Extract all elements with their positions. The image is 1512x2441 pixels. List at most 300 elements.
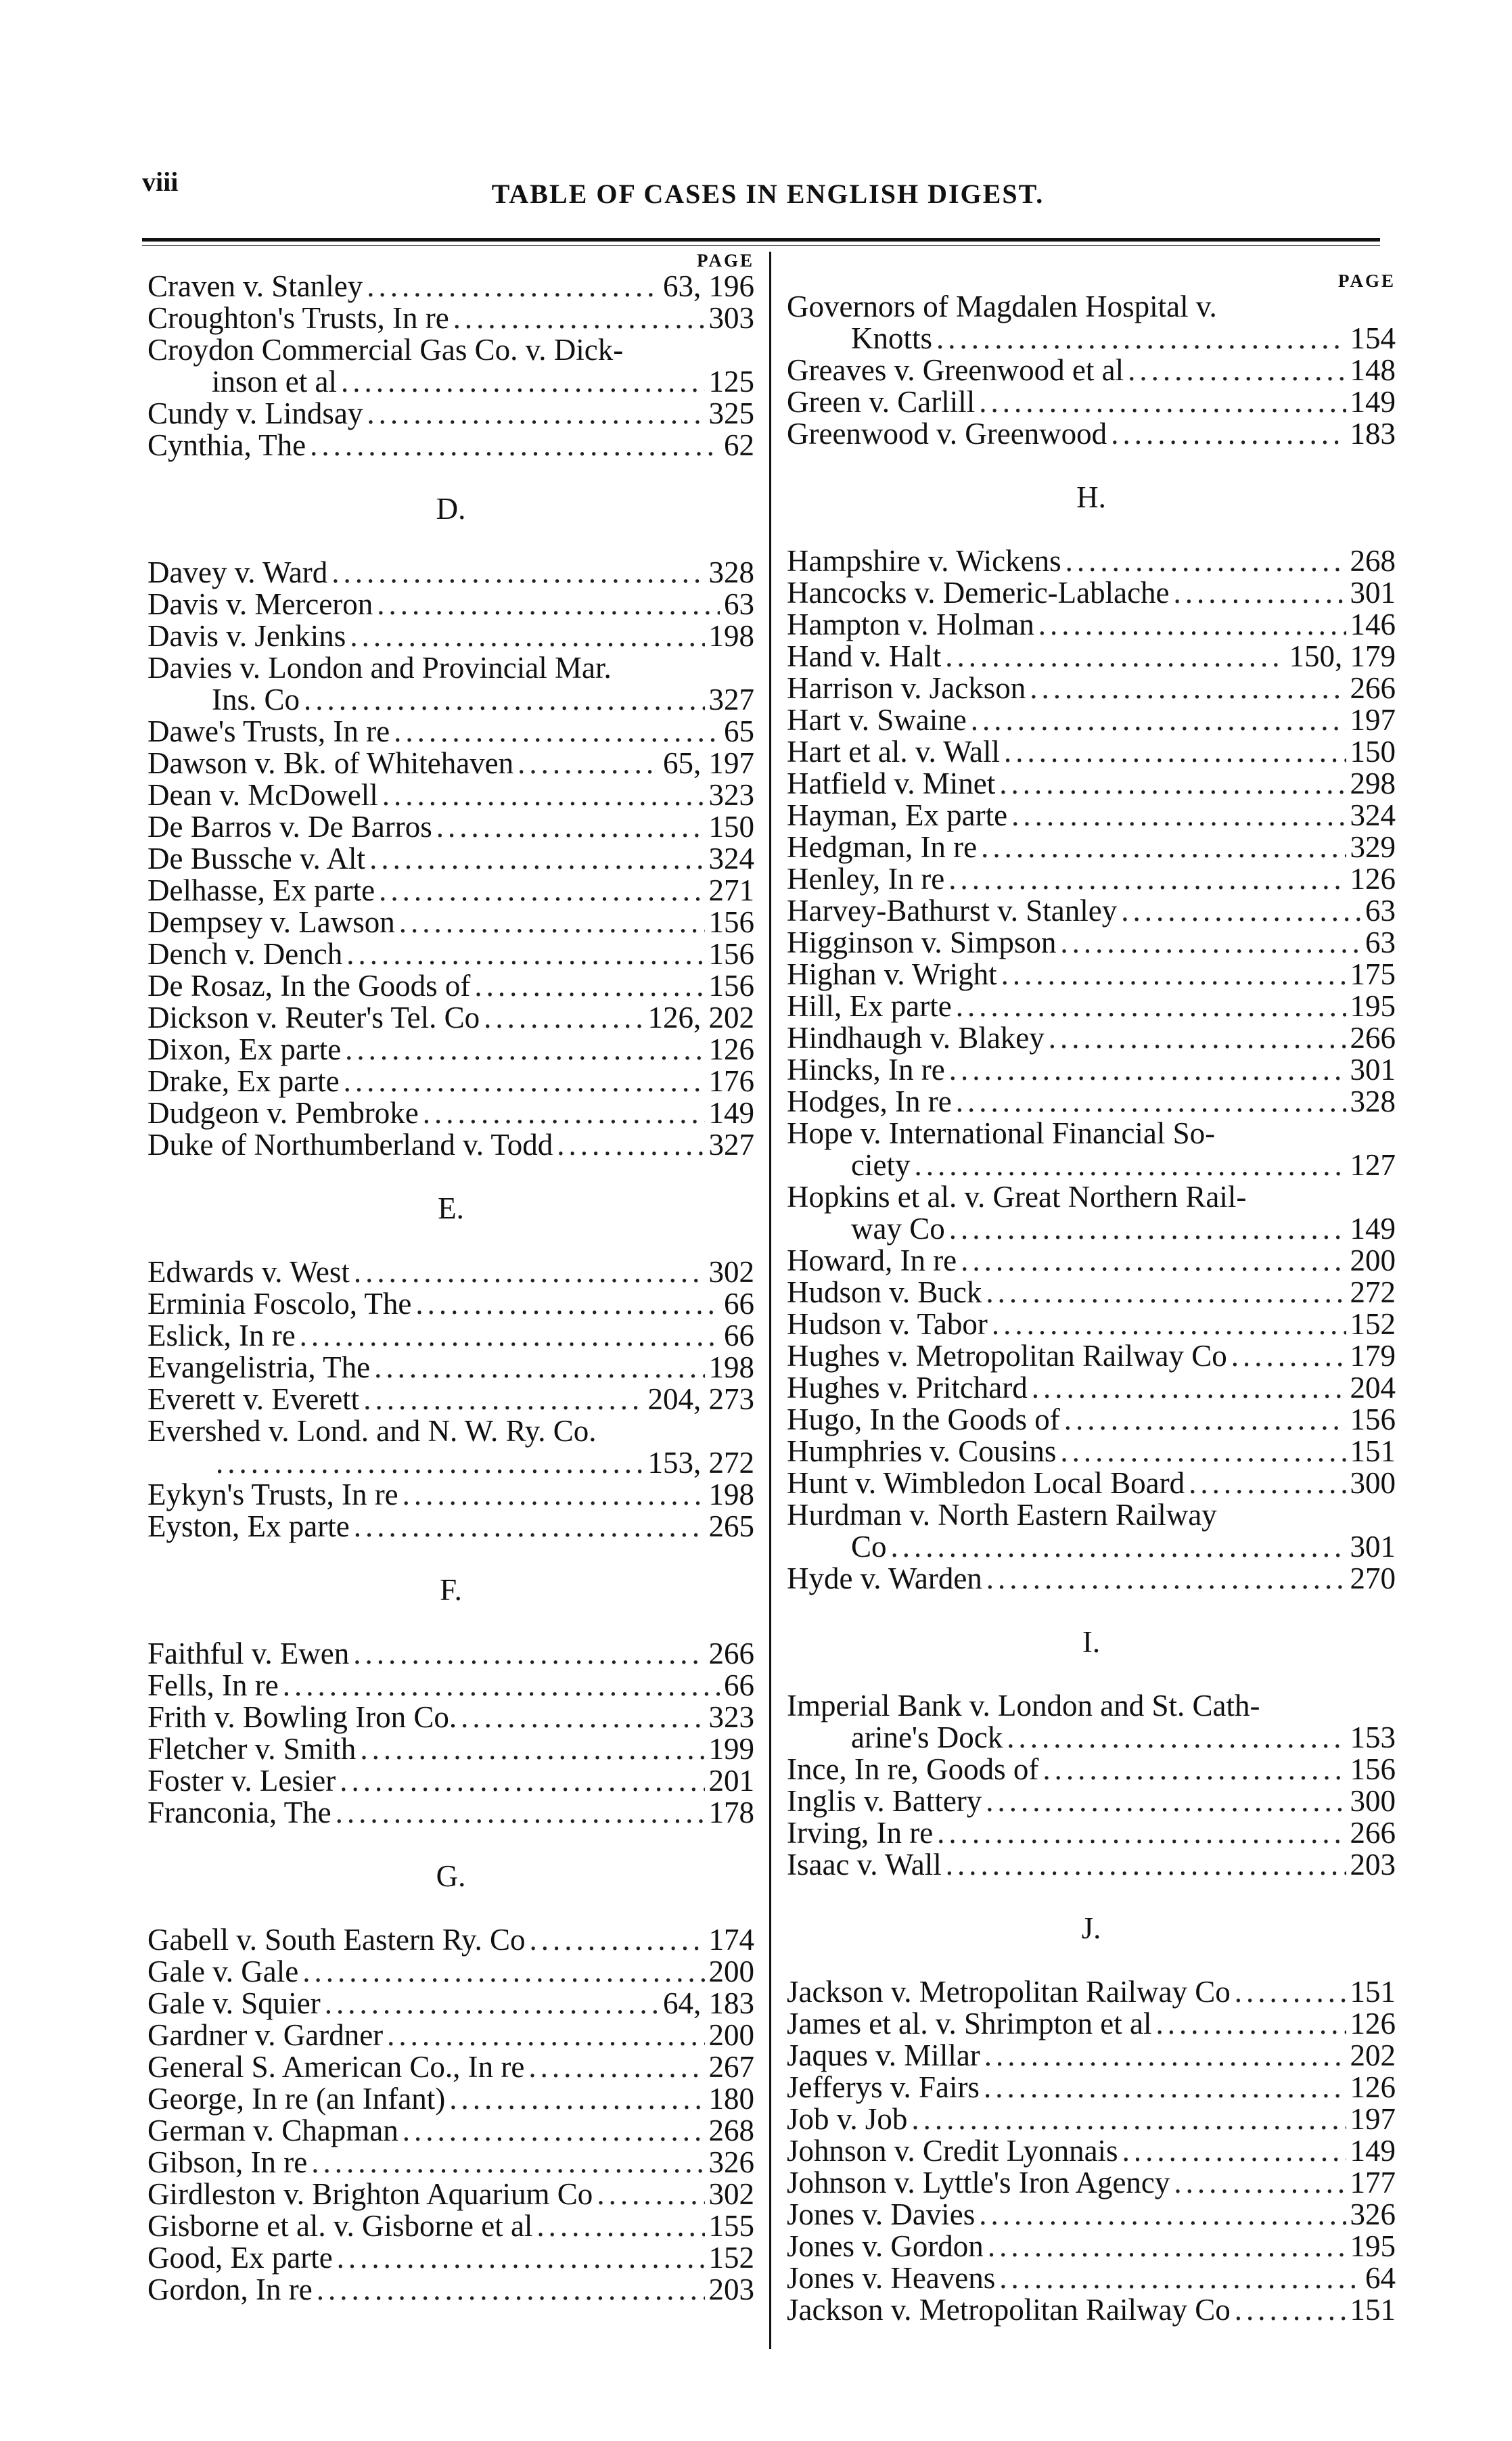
case-entry [147, 1956, 754, 1988]
case-page: 150, 179 [1289, 639, 1396, 673]
leader-dots [937, 1817, 1346, 1849]
case-name: Ince, In re, Goods of [787, 1752, 1039, 1786]
case-page: 156 [708, 937, 754, 971]
case-entry [787, 1976, 1396, 2008]
leader-dots [453, 302, 705, 334]
case-name: Imperial Bank v. London and St. Cath- [787, 1689, 1260, 1723]
case-entry [787, 577, 1396, 609]
case-entry [787, 1149, 1396, 1181]
leader-dots [353, 1638, 704, 1670]
case-entry [147, 271, 754, 302]
case-page: 271 [708, 873, 754, 907]
leader-dots [331, 557, 704, 589]
case-name: Gardner v. Gardner [147, 2018, 384, 2052]
case-name: Davies v. London and Provincial Mar. [147, 651, 612, 685]
leader-dots [363, 1384, 643, 1415]
case-page: 203 [708, 2273, 754, 2306]
case-entry [147, 1320, 754, 1352]
leader-dots [449, 2083, 704, 2115]
case-entry [787, 2294, 1396, 2326]
leader-dots [530, 1924, 705, 1956]
leader-dots [949, 1213, 1346, 1245]
case-name: Girdleston v. Brighton Aquarium Co [147, 2177, 593, 2211]
case-page: 327 [708, 1128, 754, 1162]
case-page: 325 [708, 396, 754, 430]
leader-dots [304, 684, 704, 716]
leader-dots [1235, 2294, 1346, 2326]
case-name: Governors of Magdalen Hospital v. [787, 290, 1217, 323]
case-page: 151 [1350, 2293, 1396, 2327]
case-name: Hand v. Halt [787, 639, 942, 673]
case-name: De Rosaz, In the Goods of [147, 969, 471, 1003]
leader-dots [536, 2210, 704, 2242]
leader-dots [377, 589, 720, 620]
leader-dots [1174, 2167, 1346, 2199]
leader-dots [403, 2115, 705, 2147]
case-entry [147, 430, 754, 461]
case-entry [147, 2020, 754, 2051]
case-page: 64, 183 [663, 1986, 754, 2020]
leader-dots [341, 366, 705, 398]
leader-dots [354, 1256, 705, 1288]
case-name: Craven v. Stanley [147, 269, 363, 303]
case-name: Franconia, The [147, 1796, 331, 1829]
case-name: Duke of Northumberland v. Todd [147, 1128, 553, 1162]
leader-dots [317, 2274, 705, 2306]
case-page: 64 [1365, 2261, 1396, 2295]
case-entry [787, 990, 1396, 1022]
case-name: Dempsey v. Lawson [147, 905, 395, 939]
case-entry [147, 1638, 754, 1670]
case-name: Hudson v. Buck [787, 1275, 982, 1309]
case-page: 198 [708, 619, 754, 653]
case-entry [147, 1511, 754, 1543]
case-entry [787, 1213, 1396, 1245]
case-entry [147, 302, 754, 334]
case-page: 127 [1350, 1148, 1396, 1182]
leader-dots [311, 2147, 704, 2178]
case-page: 66 [724, 1319, 754, 1352]
leader-dots [1111, 418, 1346, 450]
case-page: 126 [708, 1032, 754, 1066]
leader-dots [999, 2262, 1361, 2294]
case-entry [787, 2231, 1396, 2262]
case-page: 198 [708, 1350, 754, 1384]
case-page: 63 [724, 587, 754, 621]
leader-dots [1128, 355, 1346, 386]
leader-dots [1122, 2135, 1346, 2167]
case-entry [787, 2040, 1396, 2072]
leader-dots [914, 1149, 1346, 1181]
case-entry [147, 2210, 754, 2242]
case-group [787, 291, 1396, 450]
case-page: 125 [708, 365, 754, 398]
case-entry [147, 716, 754, 748]
case-name: Gordon, In re [147, 2273, 313, 2306]
case-page: 66 [724, 1287, 754, 1321]
case-group [787, 1690, 1396, 1881]
case-name: Jones v. Heavens [787, 2261, 996, 2295]
case-page: 179 [1350, 1339, 1396, 1373]
case-entry [787, 704, 1396, 736]
case-entry [147, 970, 754, 1002]
leader-dots [461, 1702, 704, 1733]
case-page: 204, 273 [647, 1382, 754, 1416]
case-entry [147, 1288, 754, 1320]
leader-dots [986, 1563, 1346, 1595]
case-entry [147, 366, 754, 398]
leader-dots [597, 2178, 704, 2210]
leader-dots [403, 1479, 705, 1511]
leader-dots [1155, 2008, 1346, 2040]
case-page: 197 [1350, 2102, 1396, 2136]
case-name: Jaques v. Millar [787, 2038, 980, 2072]
case-page: 65, 197 [663, 746, 754, 780]
case-name: Hindhaugh v. Blakey [787, 1021, 1045, 1055]
case-entry [787, 863, 1396, 895]
case-name: Hunt v. Wimbledon Local Board [787, 1466, 1185, 1500]
case-name: Hincks, In re [787, 1053, 945, 1087]
section-heading-j: J. [1081, 1911, 1101, 1945]
case-name: Dawson v. Bk. of Whitehaven [147, 746, 514, 780]
case-entry [787, 1181, 1396, 1213]
case-name: Harvey-Bathurst v. Stanley [787, 894, 1118, 928]
leader-dots [340, 1765, 704, 1797]
case-page: 266 [1350, 671, 1396, 705]
header-rule [142, 238, 1380, 242]
case-name: De Bussche v. Alt [147, 842, 366, 875]
case-entry [147, 2051, 754, 2083]
case-name: Gale v. Squier [147, 1986, 321, 2020]
leader-dots [946, 1849, 1346, 1881]
case-name: Higginson v. Simpson [787, 926, 1057, 959]
leader-dots [891, 1531, 1346, 1563]
leader-dots [936, 323, 1346, 355]
case-name: Hayman, Ex parte [787, 798, 1008, 832]
case-entry [787, 2199, 1396, 2231]
case-entry [787, 1563, 1396, 1595]
case-entry [787, 768, 1396, 800]
page-header [142, 166, 1394, 220]
case-page: 155 [708, 2209, 754, 2243]
case-entry [787, 1499, 1396, 1531]
leader-dots [911, 2103, 1346, 2135]
case-page: 149 [1350, 2134, 1396, 2168]
leader-dots [484, 1002, 643, 1034]
leader-dots [1038, 609, 1346, 641]
case-page: 63 [1365, 926, 1396, 959]
case-name: Hopkins et al. v. Great Northern Rail- [787, 1180, 1247, 1214]
case-name: way Co [851, 1212, 945, 1246]
case-entry [787, 672, 1396, 704]
case-name: Hugo, In the Goods of [787, 1402, 1060, 1436]
case-entry [787, 291, 1396, 323]
case-name: Evershed v. Lond. and N. W. Ry. Co. [147, 1414, 597, 1448]
leader-dots [992, 1308, 1346, 1340]
running-title: TABLE OF CASES IN ENGLISH DIGEST. [491, 179, 1045, 209]
case-name: Greenwood v. Greenwood [787, 417, 1107, 451]
leader-dots [300, 1320, 720, 1352]
leader-dots [1030, 672, 1346, 704]
case-page: 324 [1350, 798, 1396, 832]
case-page: 156 [708, 969, 754, 1003]
case-entry [147, 1988, 754, 2020]
case-name: Hill, Ex parte [787, 989, 952, 1023]
case-entry [147, 1797, 754, 1829]
leader-dots [374, 1352, 704, 1384]
case-entry [787, 959, 1396, 990]
case-page: 156 [1350, 1752, 1396, 1786]
leader-dots [948, 863, 1346, 895]
case-name: Hope v. International Financial So- [787, 1116, 1216, 1150]
case-entry [787, 418, 1396, 450]
case-entry [787, 831, 1396, 863]
case-name: Delhasse, Ex parte [147, 873, 375, 907]
case-name: Harrison v. Jackson [787, 671, 1026, 705]
case-entry [787, 2167, 1396, 2199]
case-name: Eykyn's Trusts, In re [147, 1478, 398, 1511]
case-page: 154 [1350, 321, 1396, 355]
case-page: 198 [708, 1478, 754, 1511]
case-entry [147, 938, 754, 970]
case-entry [147, 1066, 754, 1097]
case-entry [787, 1754, 1396, 1785]
leader-dots [979, 386, 1346, 418]
case-name: Hampshire v. Wickens [787, 544, 1061, 578]
case-page: 301 [1350, 1053, 1396, 1087]
case-page: 268 [1350, 544, 1396, 578]
case-page: 153 [1350, 1720, 1396, 1754]
case-name: Hatfield v. Minet [787, 767, 996, 800]
case-name: Dudgeon v. Pembroke [147, 1096, 419, 1130]
case-page: 183 [1350, 417, 1396, 451]
case-page: 178 [708, 1796, 754, 1829]
case-page: 324 [708, 842, 754, 875]
case-entry [147, 875, 754, 907]
case-page: 266 [708, 1637, 754, 1670]
case-page: 298 [1350, 767, 1396, 800]
case-entry [787, 1690, 1396, 1722]
case-entry [147, 907, 754, 938]
case-name: Highan v. Wright [787, 957, 997, 991]
case-page: 328 [1350, 1085, 1396, 1118]
case-name: arine's Dock [851, 1720, 1003, 1754]
case-entry [147, 334, 754, 366]
leader-dots [1043, 1754, 1346, 1785]
case-entry [787, 1467, 1396, 1499]
case-entry [787, 2103, 1396, 2135]
case-group [147, 1924, 754, 2306]
leader-dots [984, 2040, 1346, 2072]
case-entry [787, 1277, 1396, 1308]
case-page: 266 [1350, 1021, 1396, 1055]
leader-dots [350, 620, 704, 652]
case-entry [147, 2115, 754, 2147]
case-page: 272 [1350, 1275, 1396, 1309]
case-page: 303 [708, 301, 754, 335]
leader-dots [346, 938, 704, 970]
leader-dots [1007, 1722, 1346, 1754]
case-page: 195 [1350, 989, 1396, 1023]
case-name: Fletcher v. Smith [147, 1732, 357, 1766]
leader-dots [999, 768, 1346, 800]
case-page: 267 [708, 2050, 754, 2084]
leader-dots [216, 1447, 644, 1479]
leader-dots [1174, 577, 1346, 609]
leader-dots [344, 1066, 705, 1097]
case-name: Henley, In re [787, 862, 945, 896]
leader-dots [528, 2051, 704, 2083]
case-name: Dench v. Dench [147, 937, 343, 971]
case-page: 149 [1350, 1212, 1396, 1246]
leader-dots [423, 1097, 705, 1129]
leader-dots [981, 831, 1346, 863]
leader-dots [474, 970, 704, 1002]
case-page: 156 [1350, 1402, 1396, 1436]
case-page: 323 [708, 778, 754, 812]
case-page: 204 [1350, 1371, 1396, 1405]
leader-dots [956, 1086, 1346, 1118]
case-entry [147, 2147, 754, 2178]
case-name: Dickson v. Reuter's Tel. Co [147, 1001, 480, 1034]
case-name: Edwards v. West [147, 1255, 350, 1289]
case-page: 177 [1350, 2166, 1396, 2199]
leader-dots [336, 1797, 705, 1829]
case-entry [147, 2274, 754, 2306]
column-divider [769, 252, 771, 2349]
case-page: 126, 202 [647, 1001, 754, 1034]
case-group [147, 1638, 754, 1829]
case-group [147, 271, 754, 461]
case-page: 126 [1350, 2007, 1396, 2040]
case-entry [787, 2135, 1396, 2167]
case-name: Croughton's Trusts, In re [147, 301, 449, 335]
case-entry [787, 1340, 1396, 1372]
case-entry [787, 355, 1396, 386]
case-entry [787, 1372, 1396, 1404]
case-entry [147, 1352, 754, 1384]
leader-dots [337, 2242, 705, 2274]
case-group [787, 1976, 1396, 2326]
case-page: 62 [724, 428, 754, 462]
case-name: Dean v. McDowell [147, 778, 378, 812]
case-page: 151 [1350, 1434, 1396, 1468]
leader-dots [310, 430, 720, 461]
case-entry [147, 1765, 754, 1797]
case-name: Everett v. Everett [147, 1382, 360, 1416]
case-name: Isaac v. Wall [787, 1848, 942, 1881]
leader-dots [1001, 959, 1346, 990]
case-entry [787, 641, 1396, 672]
leader-dots [518, 748, 659, 779]
case-page: 151 [1350, 1975, 1396, 2009]
case-page: 126 [1350, 862, 1396, 896]
case-entry [147, 1097, 754, 1129]
case-page: 197 [1350, 703, 1396, 737]
leader-dots [394, 716, 720, 748]
leader-dots [387, 2020, 704, 2051]
case-entry [787, 1308, 1396, 1340]
case-page: 326 [708, 2145, 754, 2179]
case-entry [787, 2072, 1396, 2103]
case-entry [147, 1002, 754, 1034]
case-name: Greaves v. Greenwood et al [787, 353, 1124, 387]
case-page: 301 [1350, 1530, 1396, 1564]
leader-dots [979, 2199, 1346, 2231]
case-name: Knotts [851, 321, 933, 355]
case-page: 323 [708, 1700, 754, 1734]
case-page: 174 [708, 1923, 754, 1957]
case-entry [147, 1256, 754, 1288]
case-name: Humphries v. Cousins [787, 1434, 1057, 1468]
right-column [787, 250, 1396, 2326]
case-page: 152 [708, 2241, 754, 2275]
case-page: 328 [708, 555, 754, 589]
case-entry [787, 800, 1396, 831]
case-group [147, 1256, 754, 1543]
case-page: 152 [1350, 1307, 1396, 1341]
section-heading-h: H. [1076, 480, 1106, 514]
leader-dots [1235, 1976, 1346, 2008]
leader-dots [949, 1054, 1346, 1086]
case-name: Drake, Ex parte [147, 1064, 340, 1098]
case-name: German v. Chapman [147, 2114, 398, 2147]
case-name: Foster v. Lesier [147, 1764, 336, 1798]
case-name: Hudson v. Tabor [787, 1307, 988, 1341]
case-entry [147, 2242, 754, 2274]
case-page: 202 [1350, 2038, 1396, 2072]
case-page: 329 [1350, 830, 1396, 864]
case-name: Johnson v. Lyttle's Iron Agency [787, 2166, 1170, 2199]
leader-dots [436, 811, 705, 843]
case-name: Frith v. Bowling Iron Co. [147, 1700, 457, 1734]
leader-dots [1064, 1404, 1346, 1436]
section-heading-e: E. [438, 1191, 464, 1225]
leader-dots [956, 990, 1346, 1022]
case-entry [787, 1531, 1396, 1563]
case-name: George, In re (an Infant) [147, 2082, 446, 2116]
case-page: 146 [1350, 608, 1396, 641]
case-name: Gibson, In re [147, 2145, 308, 2179]
case-name: Dixon, Ex parte [147, 1032, 342, 1066]
leader-dots [557, 1129, 704, 1161]
case-name: Jackson v. Metropolitan Railway Co [787, 2293, 1231, 2327]
case-page: 265 [708, 1509, 754, 1543]
case-name: Hurdman v. North Eastern Railway [787, 1498, 1217, 1532]
leader-dots [283, 1670, 720, 1702]
case-name: Davey v. Ward [147, 555, 328, 589]
case-entry [787, 1118, 1396, 1149]
case-entry [787, 1086, 1396, 1118]
case-entry [787, 1785, 1396, 1817]
case-entry [147, 811, 754, 843]
case-page: 66 [724, 1668, 754, 1702]
case-page: 327 [708, 683, 754, 716]
leader-dots [1189, 1467, 1346, 1499]
leader-dots [1121, 895, 1361, 927]
case-entry [147, 1924, 754, 1956]
leader-dots [382, 779, 705, 811]
leader-dots [971, 704, 1346, 736]
case-name: Cynthia, The [147, 428, 306, 462]
case-name: Hancocks v. Demeric-Lablache [787, 576, 1170, 610]
section-heading-g: G. [436, 1859, 466, 1893]
case-entry [147, 557, 754, 589]
section-heading-i: I. [1082, 1625, 1101, 1659]
case-entry [787, 545, 1396, 577]
case-name: Hedgman, In re [787, 830, 978, 864]
case-entry [147, 1733, 754, 1765]
